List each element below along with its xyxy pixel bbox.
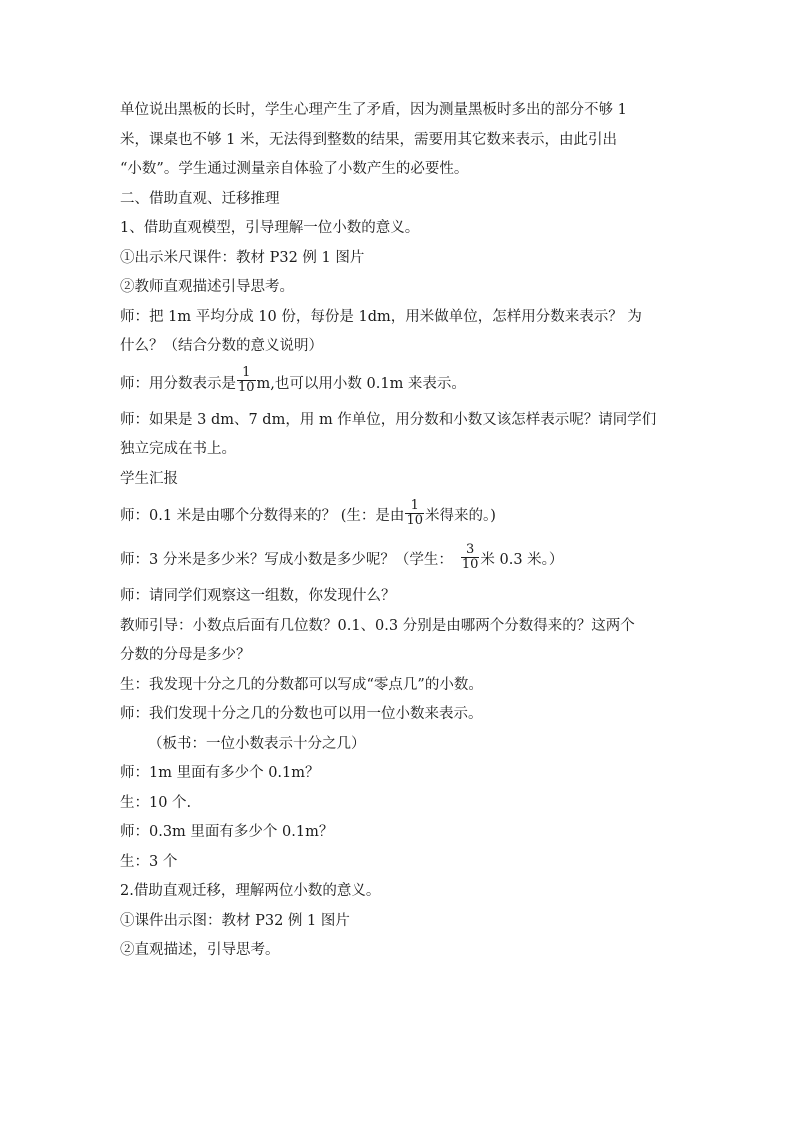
document-body (120, 96, 680, 966)
fraction-numerator: 1 (237, 366, 256, 381)
fraction-numerator: 1 (405, 499, 424, 514)
fraction-numerator: 3 (461, 543, 480, 558)
text-segment: 师：0.1 米是由哪个分数得来的？ (生：是由 (120, 508, 405, 524)
dialogue-line: 生：我发现十分之几的分数都可以写成“零点几”的小数。 (120, 676, 483, 693)
step-item: ②教师直观描述引导思考。 (120, 279, 294, 295)
step-item: ①出示米尺课件：教材 P32 例 1 图片 (120, 249, 365, 266)
paragraph-line: “小数”。学生通过测量亲自体验了小数产生的必要性。 (120, 161, 469, 177)
dialogue-line-with-fraction (120, 362, 680, 406)
fraction (461, 543, 480, 572)
paragraph-line: 学生汇报 (120, 470, 178, 487)
fraction (405, 499, 424, 528)
dialogue-line: 分数的分母是多少？ (120, 647, 251, 663)
text-segment: 师：3 分米是多少米？写成小数是多少呢？（学生： (120, 552, 453, 568)
fraction-denominator: 10 (238, 380, 255, 395)
dialogue-line: 师：把 1m 平均分成 10 份，每份是 1dm，用米做单位，怎样用分数来表示？ 为 (120, 308, 642, 325)
text-segment: 师：用分数表示是 (120, 375, 236, 392)
dialogue-line: 师：如果是 3 dm、7 dm，用 m 作单位，用分数和小数又该怎样表示呢？请同学们 (120, 411, 657, 428)
dialogue-line: 师：我们发现十分之几的分数也可以用一位小数来表示。 (120, 706, 483, 722)
dialogue-line-with-fraction (120, 538, 680, 582)
text-segment: m,也可以用小数 0.1m 来表示。 (256, 375, 466, 392)
paragraph-line: 米，课桌也不够 1 米，无法得到整数的结果，需要用其它数来表示，由此引出 (120, 131, 617, 148)
step-item: ②直观描述，引导思考。 (120, 942, 280, 958)
dialogue-line: 什么？（结合分数的意义说明） (120, 338, 323, 354)
dialogue-line: 师：0.3m 里面有多少个 0.1m？ (120, 824, 334, 840)
subsection-heading: 2.借助直观迁移，理解两位小数的意义。 (120, 883, 381, 899)
subsection-heading: 1、借助直观模型，引导理解一位小数的意义。 (120, 220, 420, 236)
text-segment: 米得来的。) (424, 508, 496, 524)
section-heading: 二、借助直观、迁移推理 (120, 190, 280, 207)
fraction-denominator: 10 (461, 556, 479, 572)
dialogue-line: 生：10 个. (120, 794, 192, 811)
dialogue-line: 独立完成在书上。 (120, 441, 236, 457)
step-item: ①课件出示图：教材 P32 例 1 图片 (120, 912, 350, 929)
fraction-denominator: 10 (406, 512, 423, 528)
paragraph-line: 单位说出黑板的长时，学生心理产生了矛盾，因为测量黑板时多出的部分不够 1 (120, 102, 627, 118)
board-note: （板书：一位小数表示十分之几） (148, 735, 366, 752)
dialogue-line-with-fraction (120, 494, 680, 538)
dialogue-line: 教师引导：小数点后面有几位数？0.1、0.3 分别是由哪两个分数得来的？这两个 (120, 617, 635, 634)
dialogue-line: 师：请同学们观察这一组数，你发现什么？ (120, 588, 396, 604)
text-segment: 米 0.3 米。） (480, 552, 564, 568)
dialogue-line: 师：1m 里面有多少个 0.1m？ (120, 765, 320, 781)
dialogue-line: 生：3 个 (120, 853, 178, 870)
fraction (237, 366, 256, 395)
